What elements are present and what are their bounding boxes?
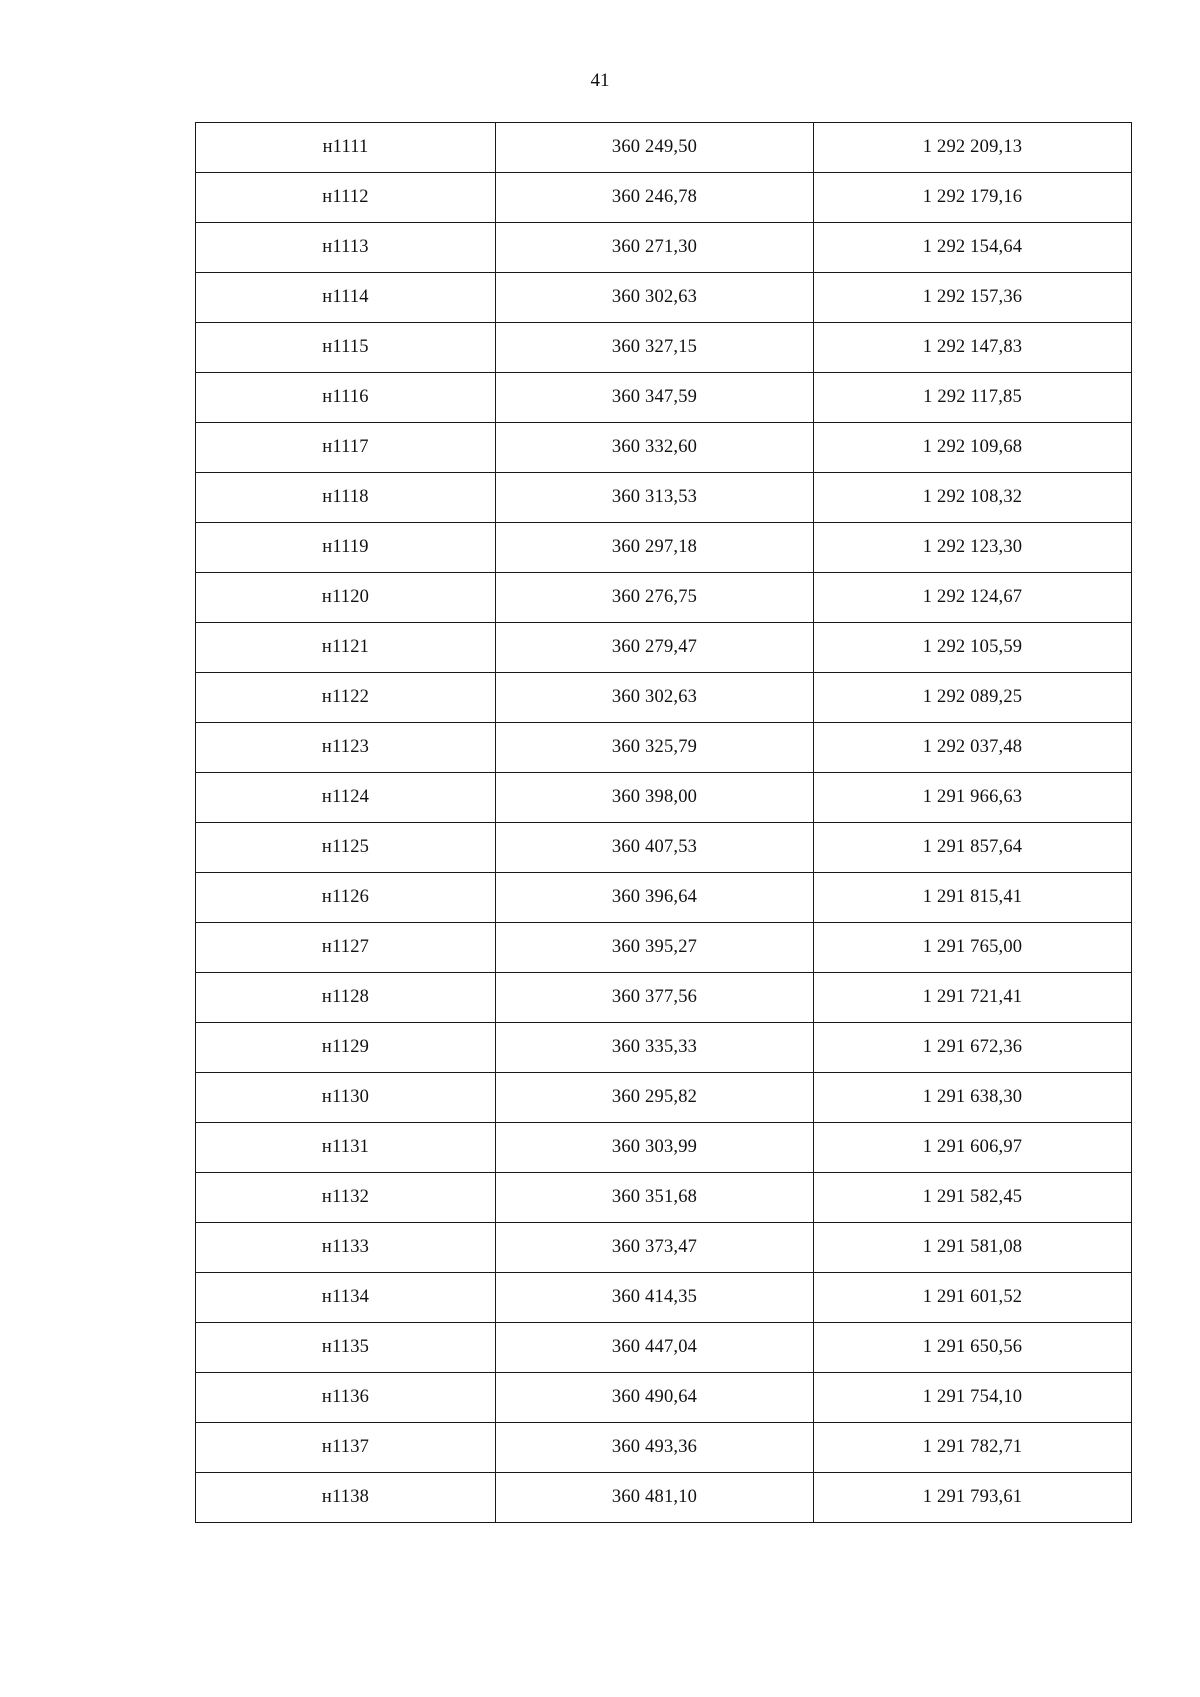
point-id-cell: н1132 xyxy=(196,1173,496,1223)
y-coordinate-cell: 1 292 154,64 xyxy=(814,223,1132,273)
table-row xyxy=(196,223,1132,273)
y-coordinate-cell: 1 291 601,52 xyxy=(814,1273,1132,1323)
x-coordinate-cell: 360 246,78 xyxy=(496,173,814,223)
y-coordinate-cell: 1 292 124,67 xyxy=(814,573,1132,623)
table-row xyxy=(196,873,1132,923)
x-coordinate-cell: 360 481,10 xyxy=(496,1473,814,1523)
table-row xyxy=(196,323,1132,373)
y-coordinate-cell: 1 291 581,08 xyxy=(814,1223,1132,1273)
point-id-cell: н1121 xyxy=(196,623,496,673)
point-id-cell: н1134 xyxy=(196,1273,496,1323)
point-id-cell: н1113 xyxy=(196,223,496,273)
x-coordinate-cell: 360 414,35 xyxy=(496,1273,814,1323)
y-coordinate-cell: 1 291 650,56 xyxy=(814,1323,1132,1373)
table-row xyxy=(196,1473,1132,1523)
point-id-cell: н1125 xyxy=(196,823,496,873)
x-coordinate-cell: 360 327,15 xyxy=(496,323,814,373)
point-id-cell: н1136 xyxy=(196,1373,496,1423)
point-id-cell: н1138 xyxy=(196,1473,496,1523)
table-row xyxy=(196,623,1132,673)
table-row xyxy=(196,373,1132,423)
x-coordinate-cell: 360 407,53 xyxy=(496,823,814,873)
page-number: 41 xyxy=(590,70,610,91)
x-coordinate-cell: 360 303,99 xyxy=(496,1123,814,1173)
x-coordinate-cell: 360 276,75 xyxy=(496,573,814,623)
point-id-cell: н1112 xyxy=(196,173,496,223)
point-id-cell: н1126 xyxy=(196,873,496,923)
point-id-cell: н1137 xyxy=(196,1423,496,1473)
x-coordinate-cell: 360 302,63 xyxy=(496,673,814,723)
table-row xyxy=(196,273,1132,323)
x-coordinate-cell: 360 347,59 xyxy=(496,373,814,423)
point-id-cell: н1115 xyxy=(196,323,496,373)
table-row xyxy=(196,1323,1132,1373)
point-id-cell: н1135 xyxy=(196,1323,496,1373)
table-row xyxy=(196,673,1132,723)
y-coordinate-cell: 1 291 721,41 xyxy=(814,973,1132,1023)
x-coordinate-cell: 360 335,33 xyxy=(496,1023,814,1073)
table-row xyxy=(196,1373,1132,1423)
y-coordinate-cell: 1 291 765,00 xyxy=(814,923,1132,973)
y-coordinate-cell: 1 292 108,32 xyxy=(814,473,1132,523)
point-id-cell: н1119 xyxy=(196,523,496,573)
x-coordinate-cell: 360 373,47 xyxy=(496,1223,814,1273)
table-row xyxy=(196,523,1132,573)
x-coordinate-cell: 360 271,30 xyxy=(496,223,814,273)
y-coordinate-cell: 1 292 037,48 xyxy=(814,723,1132,773)
x-coordinate-cell: 360 325,79 xyxy=(496,723,814,773)
point-id-cell: н1123 xyxy=(196,723,496,773)
y-coordinate-cell: 1 291 857,64 xyxy=(814,823,1132,873)
table-row xyxy=(196,823,1132,873)
point-id-cell: н1128 xyxy=(196,973,496,1023)
y-coordinate-cell: 1 292 179,16 xyxy=(814,173,1132,223)
y-coordinate-cell: 1 292 123,30 xyxy=(814,523,1132,573)
point-id-cell: н1129 xyxy=(196,1023,496,1073)
point-id-cell: н1120 xyxy=(196,573,496,623)
table-row xyxy=(196,973,1132,1023)
table-row xyxy=(196,723,1132,773)
table-row xyxy=(196,1023,1132,1073)
point-id-cell: н1117 xyxy=(196,423,496,473)
table-row xyxy=(196,1123,1132,1173)
table-row xyxy=(196,773,1132,823)
y-coordinate-cell: 1 291 966,63 xyxy=(814,773,1132,823)
y-coordinate-cell: 1 292 157,36 xyxy=(814,273,1132,323)
x-coordinate-cell: 360 313,53 xyxy=(496,473,814,523)
point-id-cell: н1114 xyxy=(196,273,496,323)
x-coordinate-cell: 360 493,36 xyxy=(496,1423,814,1473)
x-coordinate-cell: 360 398,00 xyxy=(496,773,814,823)
point-id-cell: н1124 xyxy=(196,773,496,823)
table-row xyxy=(196,923,1132,973)
x-coordinate-cell: 360 396,64 xyxy=(496,873,814,923)
y-coordinate-cell: 1 291 793,61 xyxy=(814,1473,1132,1523)
table-row xyxy=(196,473,1132,523)
x-coordinate-cell: 360 447,04 xyxy=(496,1323,814,1373)
point-id-cell: н1111 xyxy=(196,123,496,173)
table-row xyxy=(196,173,1132,223)
point-id-cell: н1122 xyxy=(196,673,496,723)
table-row xyxy=(196,1173,1132,1223)
y-coordinate-cell: 1 291 582,45 xyxy=(814,1173,1132,1223)
table-row xyxy=(196,1223,1132,1273)
x-coordinate-cell: 360 302,63 xyxy=(496,273,814,323)
y-coordinate-cell: 1 291 606,97 xyxy=(814,1123,1132,1173)
point-id-cell: н1133 xyxy=(196,1223,496,1273)
x-coordinate-cell: 360 351,68 xyxy=(496,1173,814,1223)
y-coordinate-cell: 1 291 815,41 xyxy=(814,873,1132,923)
y-coordinate-cell: 1 292 209,13 xyxy=(814,123,1132,173)
y-coordinate-cell: 1 292 105,59 xyxy=(814,623,1132,673)
y-coordinate-cell: 1 291 754,10 xyxy=(814,1373,1132,1423)
y-coordinate-cell: 1 291 638,30 xyxy=(814,1073,1132,1123)
x-coordinate-cell: 360 332,60 xyxy=(496,423,814,473)
x-coordinate-cell: 360 295,82 xyxy=(496,1073,814,1123)
point-id-cell: н1118 xyxy=(196,473,496,523)
y-coordinate-cell: 1 292 147,83 xyxy=(814,323,1132,373)
table-row xyxy=(196,1273,1132,1323)
x-coordinate-cell: 360 249,50 xyxy=(496,123,814,173)
y-coordinate-cell: 1 291 672,36 xyxy=(814,1023,1132,1073)
table-row xyxy=(196,423,1132,473)
table-row xyxy=(196,123,1132,173)
point-id-cell: н1127 xyxy=(196,923,496,973)
x-coordinate-cell: 360 297,18 xyxy=(496,523,814,573)
y-coordinate-cell: 1 291 782,71 xyxy=(814,1423,1132,1473)
x-coordinate-cell: 360 377,56 xyxy=(496,973,814,1023)
x-coordinate-cell: 360 395,27 xyxy=(496,923,814,973)
x-coordinate-cell: 360 490,64 xyxy=(496,1373,814,1423)
coordinates-table xyxy=(195,122,1132,1523)
point-id-cell: н1130 xyxy=(196,1073,496,1123)
coordinates-table-body xyxy=(196,123,1132,1523)
y-coordinate-cell: 1 292 089,25 xyxy=(814,673,1132,723)
x-coordinate-cell: 360 279,47 xyxy=(496,623,814,673)
point-id-cell: н1131 xyxy=(196,1123,496,1173)
y-coordinate-cell: 1 292 117,85 xyxy=(814,373,1132,423)
y-coordinate-cell: 1 292 109,68 xyxy=(814,423,1132,473)
table-row xyxy=(196,1423,1132,1473)
table-row xyxy=(196,1073,1132,1123)
point-id-cell: н1116 xyxy=(196,373,496,423)
table-row xyxy=(196,573,1132,623)
